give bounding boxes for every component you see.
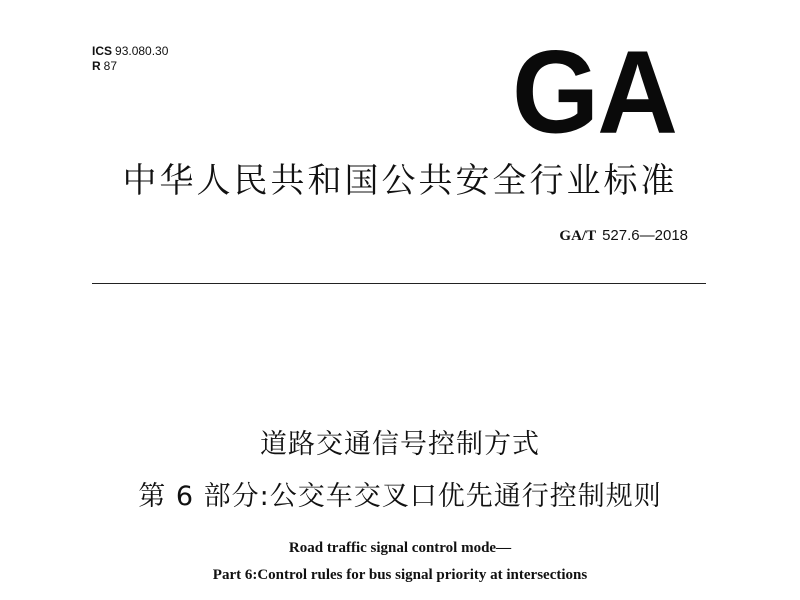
ics-line [92,44,168,59]
standard-type-title: 中华人民共和国公共安全行业标准 [122,161,678,201]
document-title-cn-line2: 第 6 部分:公交车交叉口优先通行控制规则 [138,481,662,512]
ccs-line [92,59,168,74]
ga-logo: GA [512,26,676,158]
classification-codes [92,44,168,74]
standard-number-prefix: GA/T [559,228,597,244]
document-title-cn-line1: 道路交通信号控制方式 [260,429,540,460]
ics-label: ICS [92,44,113,58]
standard-number [559,227,688,245]
document-title-en-line1: Road traffic signal control mode— [288,540,512,556]
standard-number-value: 527.6—2018 [602,227,688,244]
ccs-label: R [92,59,101,73]
document-title-en-line2: Part 6:Control rules for bus signal priority at intersections [212,567,588,583]
header-divider [92,283,706,284]
ccs-value: 87 [103,59,118,73]
ics-value: 93.080.30 [115,44,169,58]
